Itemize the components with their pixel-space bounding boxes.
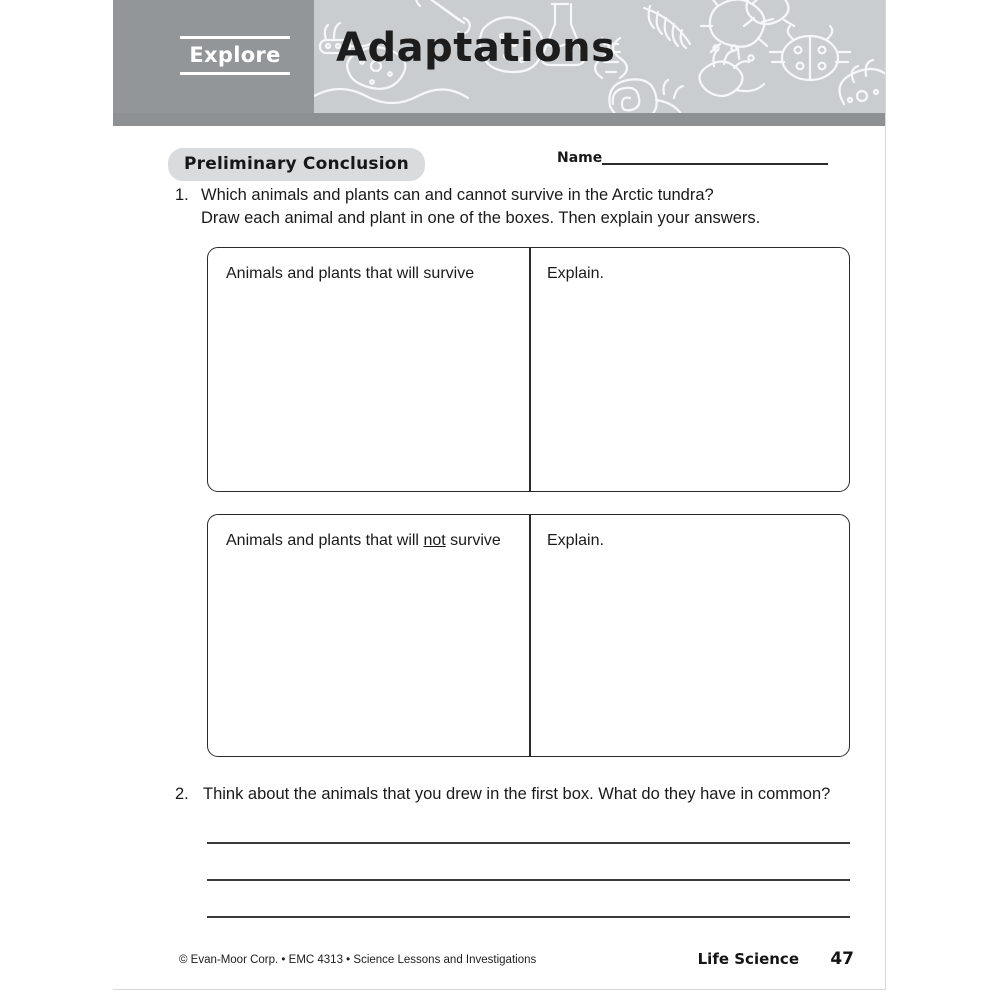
answer-box-survive-right-label: Explain. [547,265,604,282]
header-shadow-bar [113,113,886,126]
answer-write-line-2[interactable] [207,879,850,881]
footer-subject: Life Science [697,950,799,968]
name-input-line[interactable] [602,163,828,165]
not-survive-label-pre: Animals and plants that will [226,532,424,549]
not-survive-label-emphasis: not [423,532,446,549]
question-1-text [201,184,865,230]
cell-doodle-right [840,60,887,104]
question-2 [175,783,875,806]
answer-box-not-survive-right-label: Explain. [547,532,604,549]
worksheet-page [113,0,886,990]
name-field[interactable] [557,150,828,168]
wave-doodle [314,89,468,103]
question-1-number: 1. [175,186,189,204]
worksheet-body [113,126,886,990]
page-title: Adaptations [336,25,616,71]
explore-rule-bottom [180,72,290,75]
section-heading-badge: Preliminary Conclusion [168,148,425,181]
answer-box-divider [529,515,531,756]
survive-label-text: Animals and plants that will survive [226,265,475,282]
answer-box-divider [529,248,531,491]
question-2-text [203,783,875,806]
question-2-number: 2. [175,785,189,803]
flower-doodle [699,45,764,96]
page-footer [113,949,886,979]
footer-credit: © Evan-Moor Corp. • EMC 4313 • Science Lessons and Investigations [179,954,537,966]
page-header [113,0,886,126]
name-label: Name [557,150,603,166]
ladybug-doodle [770,26,850,80]
answer-box-not-survive[interactable] [207,514,850,757]
question-2-line-1: Think about the animals that you drew in the first box. What do they have in common? [203,785,831,803]
snail-doodle [609,79,683,113]
footer-page-number: 47 [830,949,854,969]
answer-box-not-survive-left-label [226,532,501,550]
question-1 [175,184,865,230]
answer-box-survive[interactable] [207,247,850,492]
answer-write-line-3[interactable] [207,916,850,918]
section-tab-explore[interactable] [180,36,290,75]
explore-tab-label: Explore [189,43,281,67]
answer-write-line-1[interactable] [207,842,850,844]
not-survive-label-post: survive [445,532,501,549]
question-1-line-1: Which animals and plants can and cannot survive in the Arctic tundra? [201,186,714,204]
answer-box-survive-left-label [226,265,474,283]
leaf-doodle [644,6,690,48]
question-1-line-2: Draw each animal and plant in one of the boxes. Then explain your answers. [201,209,761,227]
